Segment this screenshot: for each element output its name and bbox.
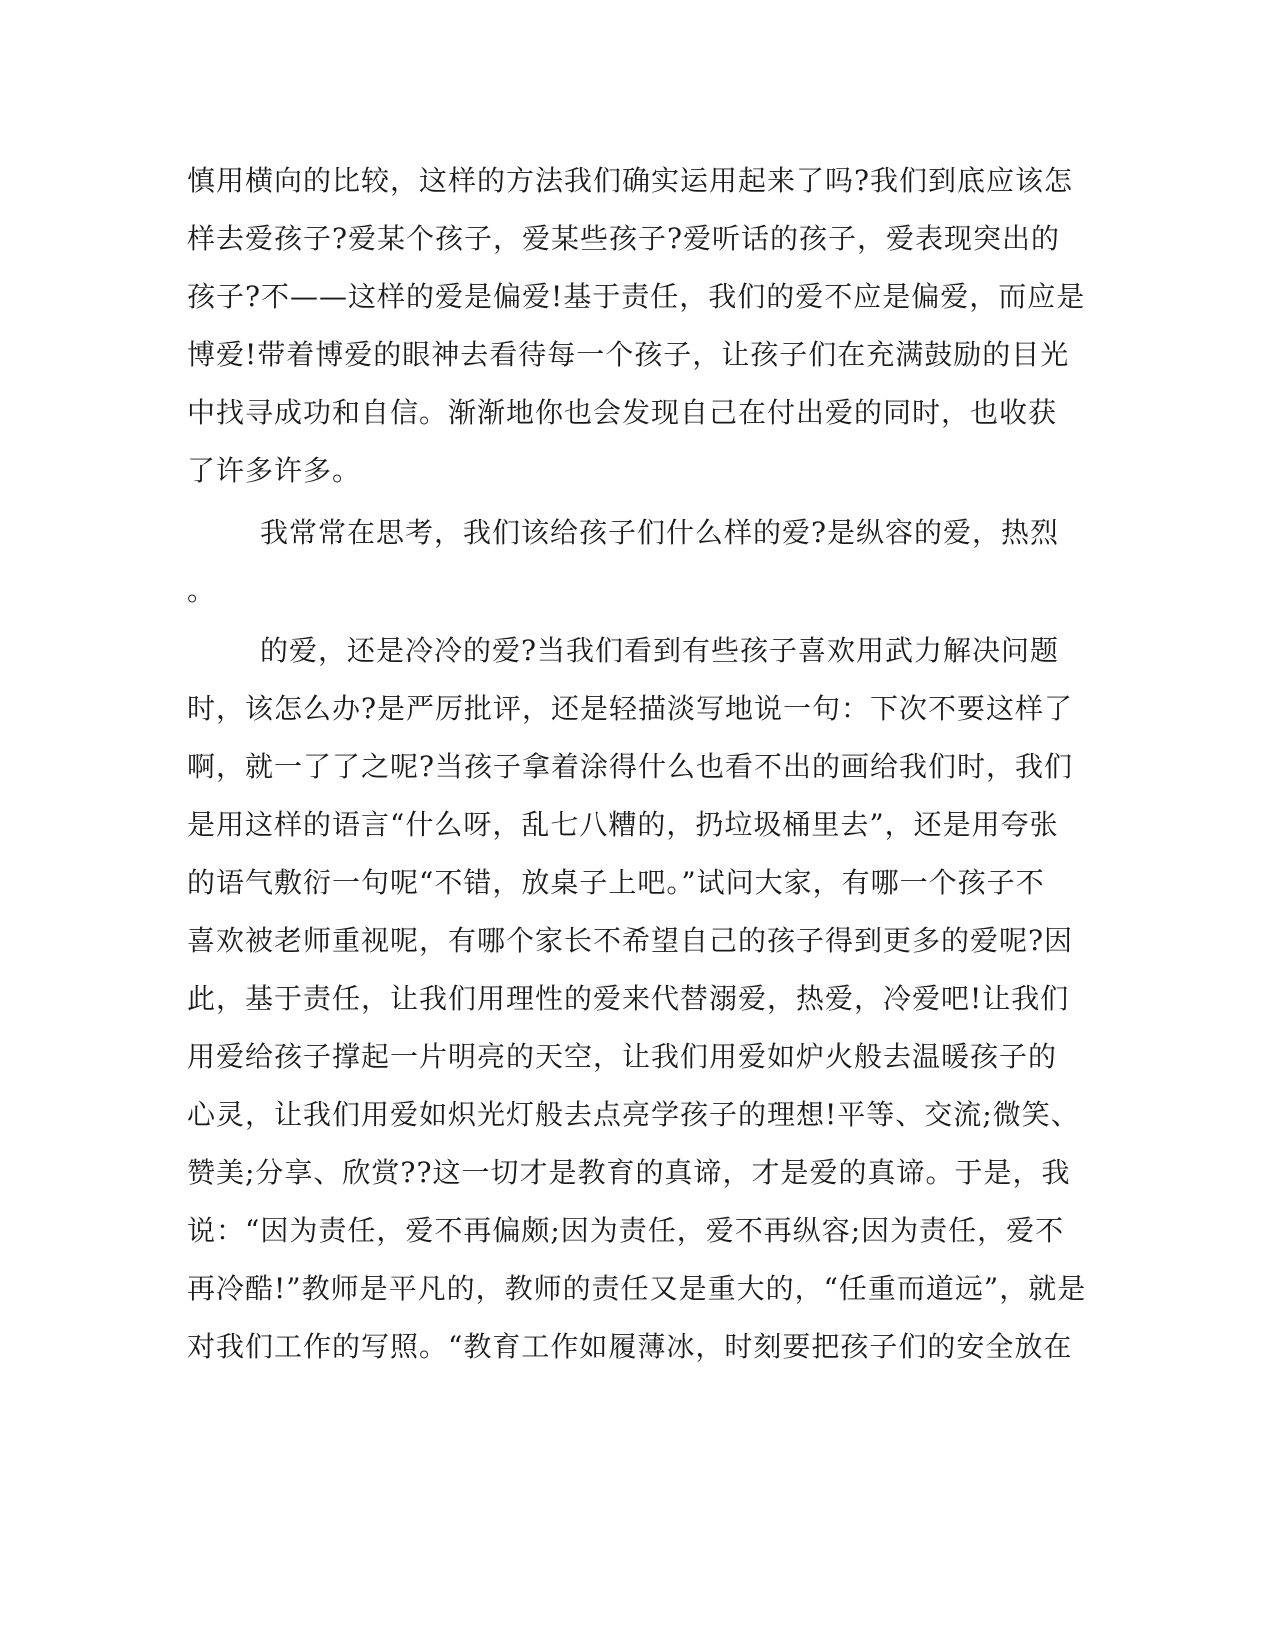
text-line: 再冷酷!”教师是平凡的，教师的责任又是重大的，“任重而道远”，就是	[187, 1272, 1087, 1305]
text-line: 的语气敷衍一句呢“不错，放桌子上吧。”试问大家，有哪一个孩子不	[187, 866, 1045, 899]
text-line-indented: 的爱，还是冷冷的爱?当我们看到有些孩子喜欢用武力解决问题	[260, 634, 1060, 667]
text-line: 了许多许多。	[187, 454, 362, 487]
text-line: 是用这样的语言“什么呀，乱七八糟的，扔垃圾桶里去”，还是用夸张	[187, 808, 1059, 841]
text-line: 啊，就一了了之呢?当孩子拿着涂得什么也看不出的画给我们时，我们	[187, 750, 1074, 783]
text-line: 赞美;分享、欣赏??这一切才是教育的真谛，才是爱的真谛。于是，我	[187, 1156, 1071, 1189]
text-line: 对我们工作的写照。“教育工作如履薄冰，时刻要把孩子们的安全放在	[187, 1330, 1073, 1363]
text-line: 时，该怎么办?是严厉批评，还是轻描淡写地说一句：下次不要这样了	[187, 692, 1074, 725]
text-line: 心灵，让我们用爱如炽光灯般去点亮学孩子的理想!平等、交流;微笑、	[187, 1098, 1080, 1131]
text-line: 。	[187, 574, 217, 607]
text-line: 此，基于责任，让我们用理性的爱来代替溺爱，热爱，冷爱吧!让我们	[187, 982, 1070, 1015]
text-line: 喜欢被老师重视呢，有哪个家长不希望自己的孩子得到更多的爱呢?因	[187, 924, 1074, 957]
text-line: 中找寻成功和自信。渐渐地你也会发现自己在付出爱的同时，也收获	[187, 396, 1058, 429]
text-line: 慎用横向的比较，这样的方法我们确实运用起来了吗?我们到底应该怎	[187, 164, 1074, 197]
text-line: 用爱给孩子撑起一片明亮的天空，让我们用爱如炉火般去温暖孩子的	[187, 1040, 1058, 1073]
text-line-indented: 我常常在思考，我们该给孩子们什么样的爱?是纵容的爱，热烈	[260, 516, 1060, 549]
text-line: 博爱!带着博爱的眼神去看待每一个孩子，让孩子们在充满鼓励的目光	[187, 338, 1070, 371]
text-line: 样去爱孩子?爱某个孩子，爱某些孩子?爱听话的孩子，爱表现突出的	[187, 222, 1061, 255]
text-line: 孩子?不——这样的爱是偏爱!基于责任，我们的爱不应是偏爱，而应是	[187, 280, 1086, 313]
text-line: 说：“因为责任，爱不再偏颇;因为责任，爱不再纵容;因为责任，爱不	[187, 1214, 1065, 1247]
